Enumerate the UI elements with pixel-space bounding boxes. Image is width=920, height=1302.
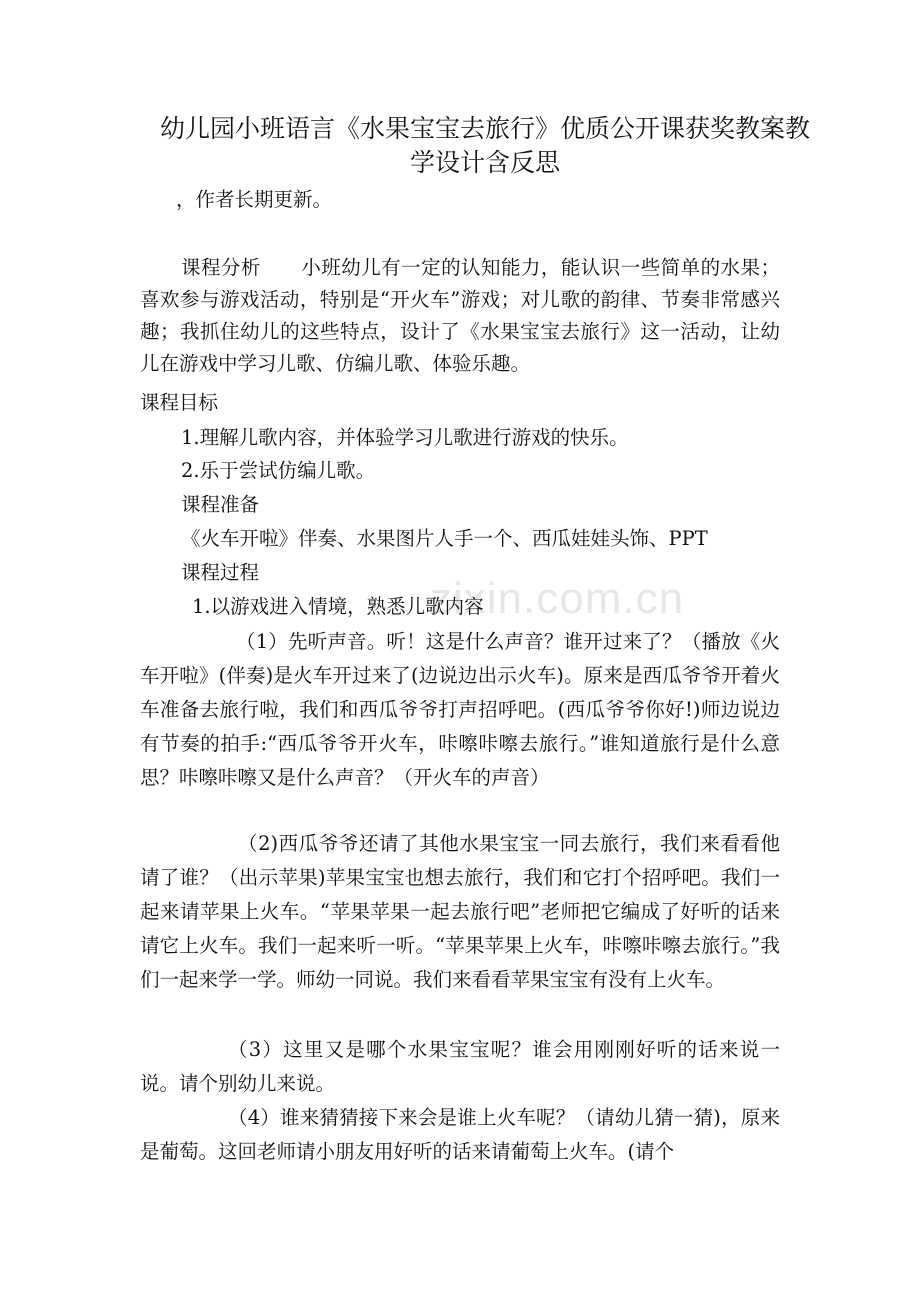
analysis-paragraph — [140, 252, 780, 380]
prep-text: 《火车开啦》伴奏、水果图片人手一个、西瓜娃娃头饰、PPT — [181, 527, 708, 550]
sub-step-4: （4）谁来猜猜接下来会是谁上火车呢？（请幼儿猜一猜)，原来是葡萄。这回老师请小朋友用好听的话来请葡萄上火车。(请个 — [140, 1106, 780, 1163]
goals-heading: 课程目标 — [140, 391, 219, 414]
sub-step-3: （3）这里又是哪个水果宝宝呢？谁会用刚刚好听的话来说一说。请个别幼儿来说。 — [140, 1038, 780, 1095]
author-note: ，作者长期更新。 — [176, 188, 333, 211]
sub-step-1: （1）先听声音。听！这是什么声音？谁开过来了？（播放《火车开啦》(伴奏)是火车开过来了(边说边出示火车)。原来是西瓜爷爷开着火车准备去旅行啦，我们和西瓜爷爷打声招呼吧。(西瓜爷爷你好!)师边说边有节奏的拍手:“西瓜爷爷开火车，咔嚓咔嚓去旅行。”谁知道旅行是什么意思？咔嚓咔嚓又是什么声音？（开火车的声音） — [140, 630, 780, 789]
sub-step-2: （2)西瓜爷爷还请了其他水果宝宝一同去旅行，我们来看看他请了谁？（出示苹果)苹果宝宝也想去旅行，我们和它打个招呼吧。我们一起来请苹果上火车。“苹果苹果一起去旅行吧”老师把它编成了好听的话来请它上火车。我们一起来听一听。“苹果苹果上火车，咔嚓咔嚓去旅行。”我们一起来学一学。师幼一同说。我们来看看苹果宝宝有没有上火车。 — [140, 832, 780, 991]
watermark: zixin.com.cn — [430, 574, 685, 623]
document-title: 幼儿园小班语言《水果宝宝去旅行》优质公开课获奖教案教学设计含反思 — [159, 114, 810, 177]
process-step-1: 1.以游戏进入情境，熟悉儿歌内容 — [192, 595, 484, 618]
prep-heading: 课程准备 — [181, 493, 260, 516]
goal-item-2: 2.乐于尝试仿编儿歌。 — [181, 459, 376, 482]
process-heading: 课程过程 — [181, 561, 260, 584]
analysis-label: 课程分析 — [181, 256, 261, 279]
analysis-text: 小班幼儿有一定的认知能力，能认识一些简单的水果；喜欢参与游戏活动，特别是“开火车”游戏；对儿歌的韵律、节奏非常感兴趣；我抓住幼儿的这些特点，设计了《水果宝宝去旅行》这一活动，让幼儿在游戏中学习儿歌、仿编儿歌、体验乐趣。 — [140, 256, 780, 375]
goal-item-1: 1.理解儿歌内容，并体验学习儿歌进行游戏的快乐。 — [181, 426, 629, 449]
